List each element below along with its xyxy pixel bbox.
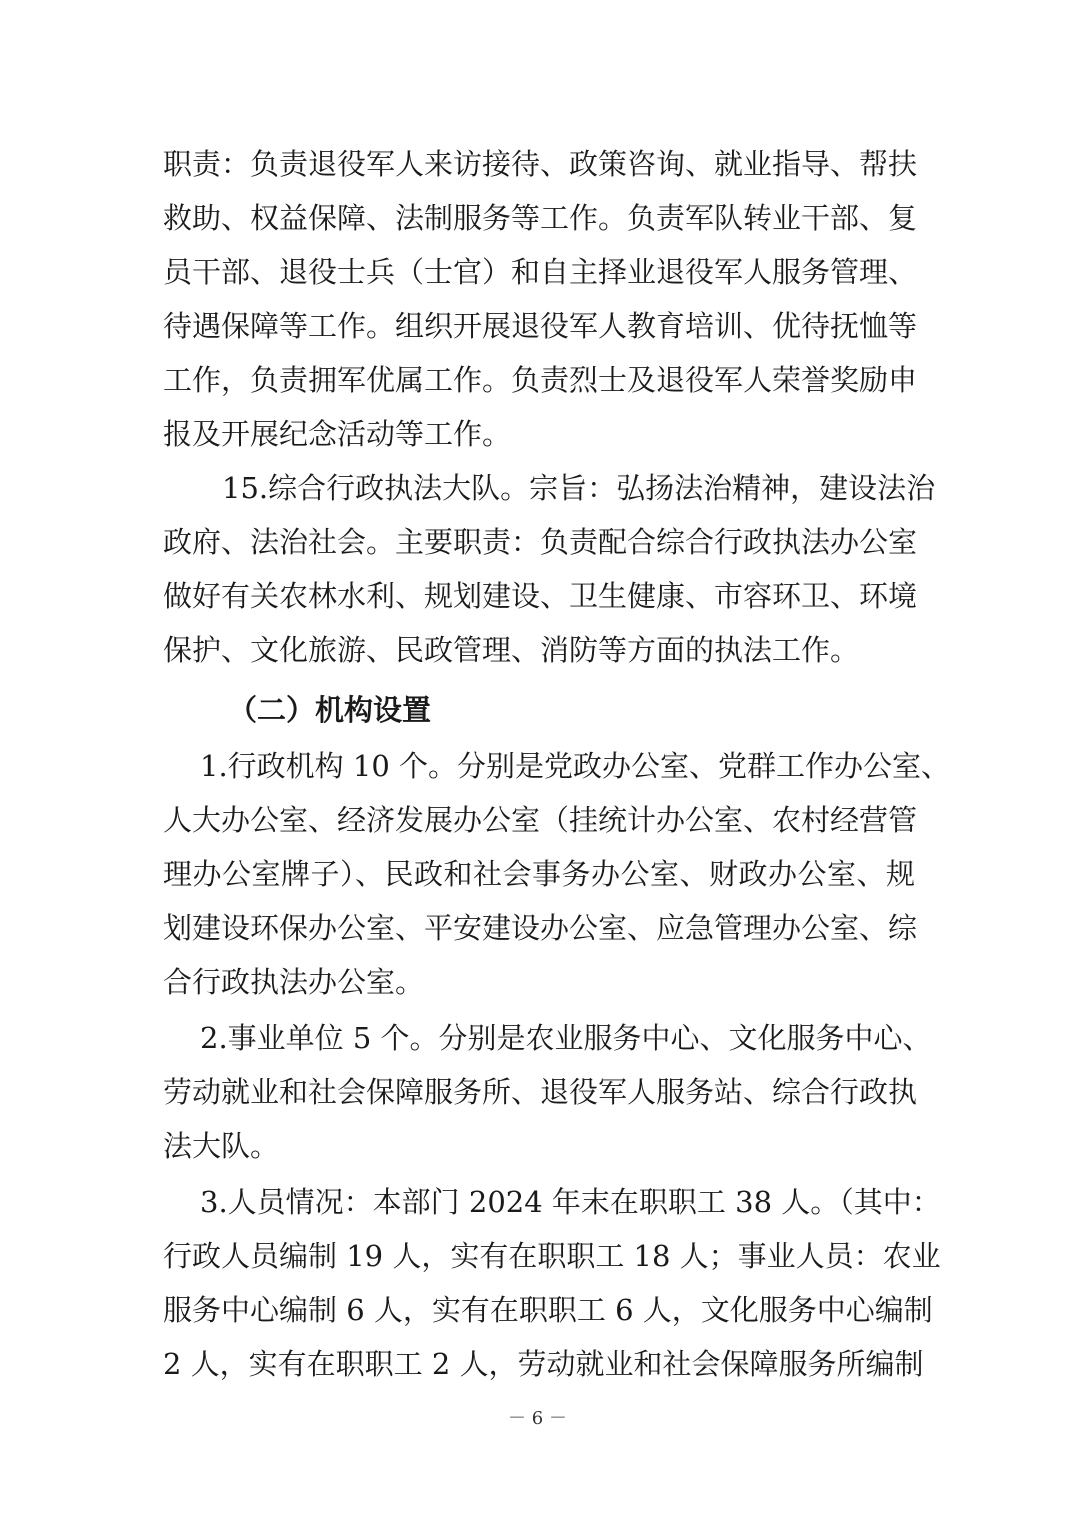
text-line: 职责：负责退役军人来访接待、政策咨询、就业指导、帮扶: [163, 147, 918, 181]
text-line: 法大队。: [163, 1129, 280, 1163]
text-line: 保护、文化旅游、民政管理、消防等方面的执法工作。: [163, 633, 860, 667]
text-line: 待遇保障等工作。组织开展退役军人教育培训、优待抚恤等: [163, 309, 918, 343]
text-line: 人大办公室、经济发展办公室（挂统计办公室、农村经营管: [163, 803, 918, 837]
section-heading: （二）机构设置: [228, 693, 432, 727]
text-line: 2 人，实有在职职工 2 人，劳动就业和社会保障服务所编制: [163, 1347, 924, 1381]
text-line: 划建设环保办公室、平安建设办公室、应急管理办公室、综: [163, 911, 918, 945]
text-line: 15.综合行政执法大队。宗旨：弘扬法治精神，建设法治: [222, 471, 936, 505]
text-line: 1.行政机构 10 个。分别是党政办公室、党群工作办公室、: [200, 749, 951, 783]
text-line: 行政人员编制 19 人，实有在职职工 18 人；事业人员：农业: [163, 1239, 941, 1273]
text-line: 理办公室牌子）、民政和社会事务办公室、财政办公室、规: [163, 857, 915, 891]
text-line: 工作，负责拥军优属工作。负责烈士及退役军人荣誉奖励申: [163, 363, 918, 397]
text-line: 做好有关农林水利、规划建设、卫生健康、市容环卫、环境: [163, 579, 918, 613]
text-line: 劳动就业和社会保障服务所、退役军人服务站、综合行政执: [163, 1075, 918, 1109]
text-line: 政府、法治社会。主要职责：负责配合综合行政执法办公室: [163, 525, 918, 559]
text-line: 服务中心编制 6 人，实有在职职工 6 人，文化服务中心编制: [163, 1293, 933, 1327]
text-line: 报及开展纪念活动等工作。: [163, 417, 512, 451]
text-line: 员干部、退役士兵（士官）和自主择业退役军人服务管理、: [163, 255, 918, 289]
page-number: － 6 －: [508, 1408, 567, 1429]
text-line: 3.人员情况：本部门 2024 年末在职职工 38 人。（其中：: [200, 1185, 941, 1219]
text-line: 合行政执法办公室。: [163, 965, 425, 999]
text-line: 2.事业单位 5 个。分别是农业服务中心、文化服务中心、: [200, 1021, 932, 1055]
text-line: 救助、权益保障、法制服务等工作。负责军队转业干部、复: [163, 201, 918, 235]
